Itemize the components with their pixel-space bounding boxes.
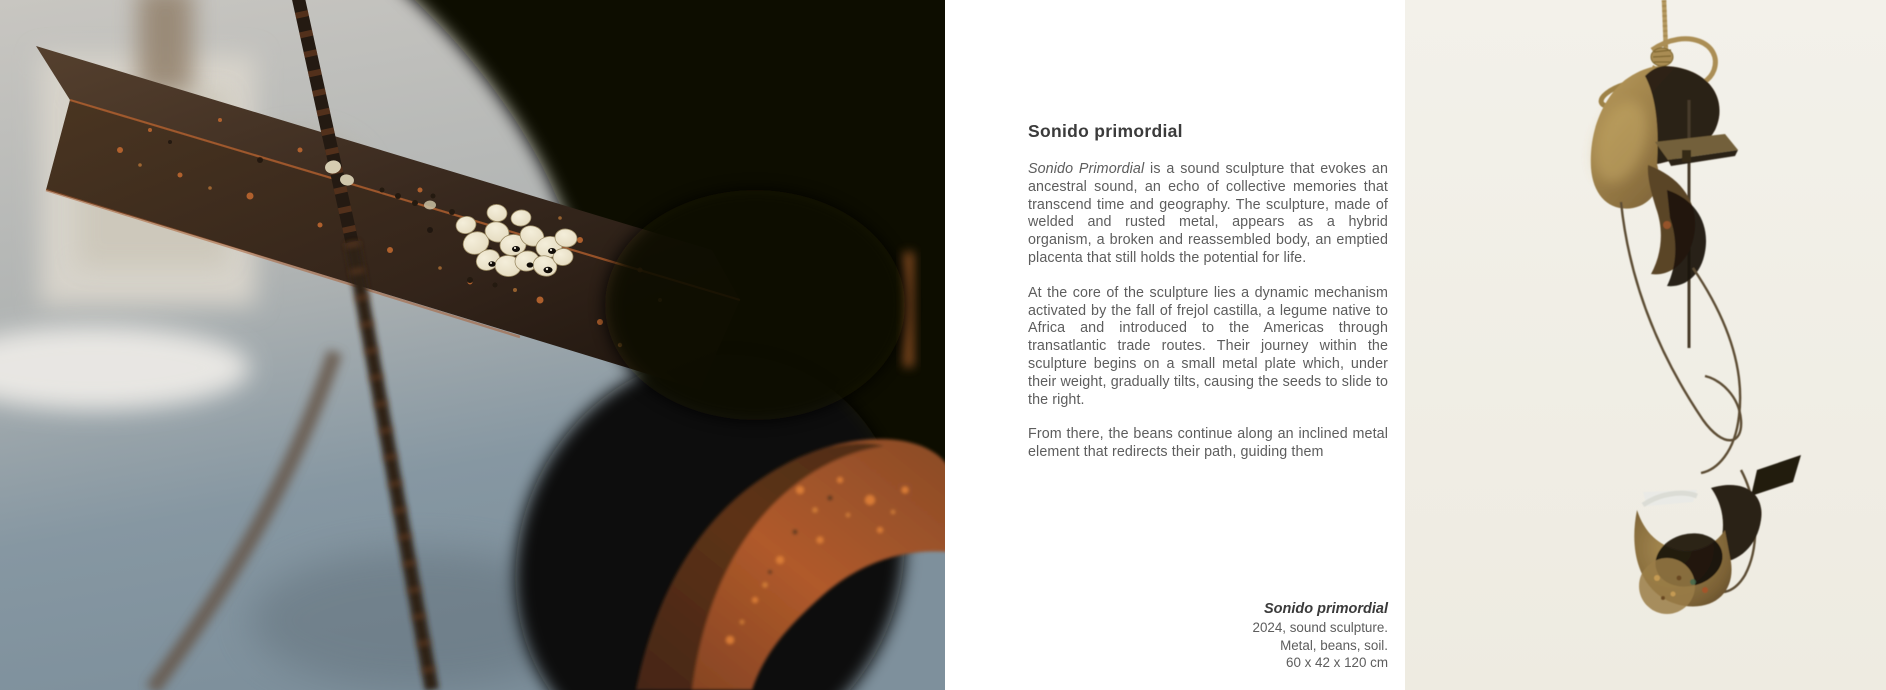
paragraph-1-rest: is a sound sculpture that evokes an ancestral sound, an echo of collective memories that transcend time and geography. The sculpture, made of welded and rusted metal, appears as a hybrid organism, a broken and reassembled body, an emptied placenta that still holds the potential for life. (1028, 161, 1388, 266)
right-photo-illustration (1405, 0, 1886, 690)
paragraph-1-lead: Sonido Primordial (1028, 161, 1145, 177)
artwork-description (1028, 161, 1388, 462)
artwork-title: Sonido primordial (1028, 121, 1183, 141)
artwork-caption (1253, 600, 1389, 672)
paragraph-1 (1028, 161, 1388, 268)
paragraph-3: From there, the beans continue along an inclined metal element that redirects their path, guiding them (1028, 426, 1388, 461)
right-artwork-photo (1405, 0, 1886, 690)
paragraph-2: At the core of the sculpture lies a dynamic mechanism activated by the fall of frejol castilla, a legume native to Africa and introduced to the Americas through transatlantic trade routes. Their journey within the sculpture begins on a small metal plate which, under their weight, gradually tilts, causing the seeds to slide to the right. (1028, 284, 1388, 408)
caption-materials: Metal, beans, soil. (1280, 637, 1388, 653)
caption-title: Sonido primordial (1263, 601, 1388, 618)
caption-year-medium: 2024, sound sculpture. (1252, 620, 1388, 636)
artwork-text-column (945, 0, 1405, 690)
caption-dimensions: 60 x 42 x 120 cm (1286, 655, 1388, 671)
